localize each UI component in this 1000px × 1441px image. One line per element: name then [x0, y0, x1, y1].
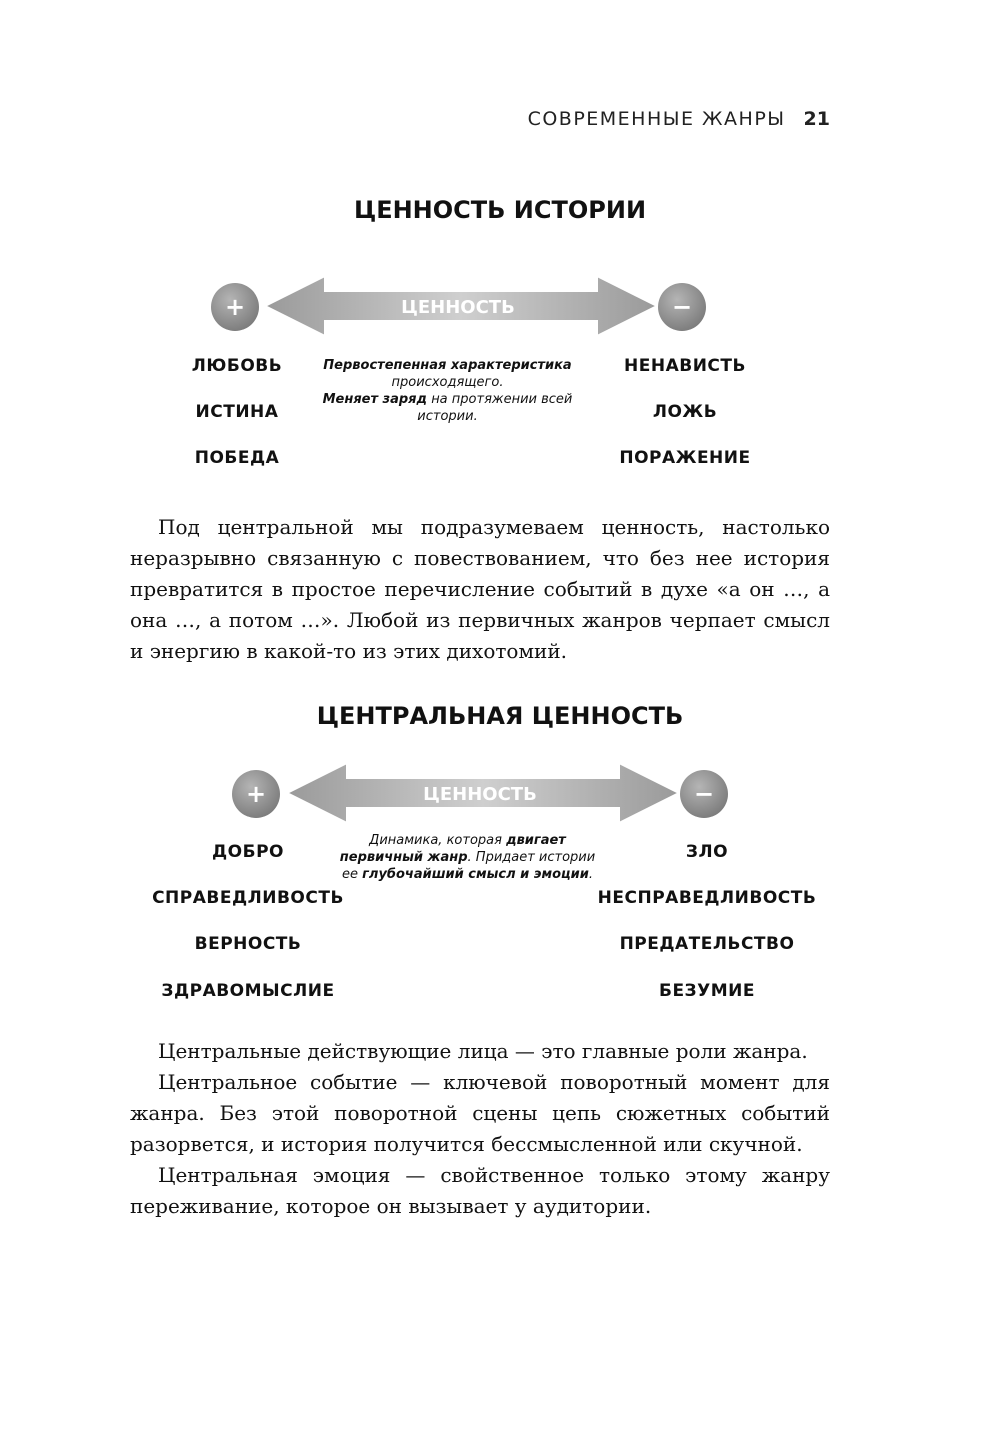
positive-value: ИСТИНА	[195, 402, 279, 422]
positive-value: ПОБЕДА	[194, 448, 280, 468]
note-text: на протяжении всей истории.	[417, 392, 573, 424]
minus-icon: −	[693, 780, 715, 808]
negative-value: ЗЛО	[685, 842, 729, 862]
paragraph-text: Центральные действующие лица — это главные роли жанра.	[158, 1039, 808, 1063]
negative-value: НЕСПРАВЕДЛИВОСТЬ	[597, 888, 817, 908]
negative-value: ПРЕДАТЕЛЬСТВО	[619, 934, 795, 954]
note-bold: Меняет заряд	[322, 392, 428, 407]
paragraph-text: Под центральной мы подразумеваем ценность, настолько неразрывно связанную с повествованием, что без нее история превратится в простое перечисление событий в духе «а он …, а она …, а потом …». Любой из первичных жанров черпает смысл и энергию в какой-то из этих дихотомий.	[130, 515, 830, 663]
note-text: .	[588, 867, 594, 882]
negative-value: ПОРАЖЕНИЕ	[619, 448, 751, 468]
note-bold: двигает первичный жанр	[339, 833, 566, 865]
plus-icon: +	[245, 780, 267, 808]
positive-value: ЗДРАВОМЫСЛИЕ	[161, 981, 335, 1001]
note-text: . Придает истории ее	[341, 850, 596, 882]
diagram2-note	[335, 832, 600, 883]
note-text: Динамика, которая	[369, 833, 502, 848]
positive-value: ВЕРНОСТЬ	[194, 934, 302, 954]
minus-icon: −	[671, 293, 693, 321]
diagram1-arrow	[0, 270, 1000, 350]
positive-value: СПРАВЕДЛИВОСТЬ	[152, 888, 344, 908]
body-text	[130, 1036, 830, 1222]
diagram2-title: ЦЕНТРАЛЬНАЯ ЦЕННОСТЬ	[316, 702, 684, 730]
diagram2-arrow	[0, 757, 1000, 837]
body-paragraph	[130, 512, 830, 667]
positive-value: ЛЮБОВЬ	[191, 356, 283, 376]
paragraph-text: Центральное событие — ключевой поворотный момент для жанра. Без этой поворотной сцены цепь сюжетных событий разорвется, и история получится бессмысленной или скучной.	[130, 1070, 830, 1156]
running-header	[528, 108, 830, 130]
note-text: происходящего.	[391, 375, 504, 390]
paragraph-text: Центральная эмоция — свойственное только этому жанру переживание, которое он вызывает у аудитории.	[130, 1163, 830, 1218]
positive-value: ДОБРО	[212, 842, 284, 862]
negative-value: ЛОЖЬ	[652, 402, 718, 422]
page-number: 21	[803, 108, 830, 130]
negative-value: БЕЗУМИЕ	[658, 981, 755, 1001]
diagram1-note	[310, 357, 585, 425]
note-bold: Первостепенная характеристика	[323, 358, 572, 373]
diagram1-title: ЦЕННОСТЬ ИСТОРИИ	[353, 196, 647, 224]
arrow-label: ЦЕННОСТЬ	[423, 784, 537, 805]
section-title: СОВРЕМЕННЫЕ ЖАНРЫ	[527, 108, 786, 130]
note-bold: глубочайший смысл и эмоции	[362, 867, 589, 882]
plus-icon: +	[224, 293, 246, 321]
arrow-label: ЦЕННОСТЬ	[401, 297, 515, 318]
negative-value: НЕНАВИСТЬ	[624, 356, 746, 376]
